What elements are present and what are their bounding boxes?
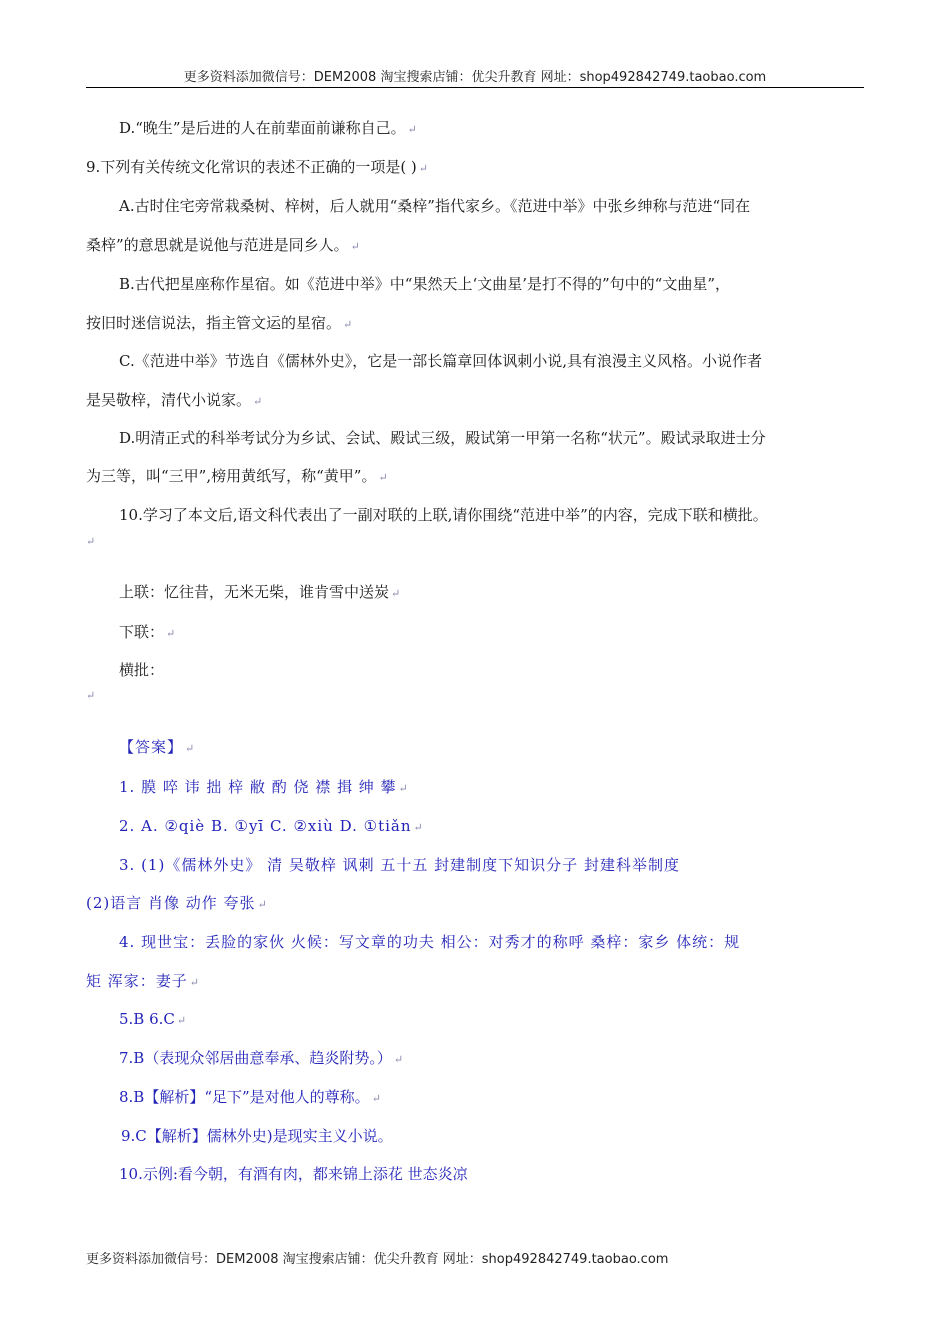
couplet-lower-label: 下联： <box>119 623 165 641</box>
paragraph-mark-icon: ↵ <box>378 471 388 484</box>
answer-2-text: 2. A. ②qiè B. ①yī C. ②xiù D. ①tiǎn <box>119 817 412 835</box>
paragraph-mark-icon: ↵ <box>371 1092 381 1105</box>
q9-stem-text: 9.下列有关传统文化常识的表述不正确的一项是( ) <box>86 158 417 176</box>
paragraph-mark-icon: ↵ <box>350 240 360 253</box>
answer-5-6-text: 5.B 6.C <box>119 1010 175 1028</box>
q9-option-b-line2 <box>86 313 352 335</box>
answer-7 <box>119 1048 403 1070</box>
paragraph-mark-glyph: ↵ <box>86 689 96 702</box>
paragraph-mark-icon: ↵ <box>185 742 196 755</box>
paragraph-mark-icon: ↵ <box>393 1053 404 1066</box>
answer-5-6 <box>119 1009 186 1031</box>
header-divider <box>86 87 864 88</box>
answer-2 <box>119 816 424 838</box>
paragraph-mark-icon: ↵ <box>176 1014 187 1027</box>
answer-8-text: 8.B【解析】“足下”是对他人的尊称。 <box>119 1088 370 1106</box>
page-header: 更多资料添加微信号：DEM2008 淘宝搜索店铺：优尖升教育 网址：shop492842749.taobao.com <box>183 70 767 85</box>
q9-option-a-line2 <box>86 235 360 257</box>
couplet-lower <box>119 622 175 644</box>
q9-option-d-line2 <box>86 466 388 488</box>
answer-1-text: 1. 膜 啐 讳 拙 梓 敝 酌 侥 襟 揖 绅 攀 <box>119 778 397 796</box>
q9-option-c-line2 <box>86 390 262 412</box>
paragraph-mark-icon: ↵ <box>398 782 409 795</box>
paragraph-mark-icon: ↵ <box>189 976 200 989</box>
q9-option-d-line2-text: 为三等，叫“三甲”,榜用黄纸写，称“黄甲”。 <box>86 467 377 485</box>
paragraph-mark-icon: ↵ <box>166 627 176 640</box>
couplet-upper <box>119 582 400 604</box>
answer-4-line2 <box>86 971 200 993</box>
q9-option-a-line1: A.古时住宅旁常栽桑树、梓树，后人就用“桑梓”指代家乡。《范进中举》中张乡绅称与范进“同在 <box>119 197 751 215</box>
q10-stem: 10.学习了本文后,语文科代表出了一副对联的上联,请你围绕“范进中举”的内容，完成下联和横批。 <box>119 506 768 524</box>
couplet-upper-text: 上联：忆往昔，无米无柴，谁肯雪中送炭 <box>119 583 390 601</box>
paragraph-mark-icon: ↵ <box>343 318 353 331</box>
q9-option-d-line1: D.明清正式的科举考试分为乡试、会试、殿试三级，殿试第一甲第一名称“状元”。殿试录取进士分 <box>119 429 766 447</box>
paragraph-mark-glyph: ↵ <box>86 535 96 548</box>
answer-1 <box>119 777 409 799</box>
q9-option-c-line2-text: 是吴敬梓，清代小说家。 <box>86 391 252 409</box>
answer-3-line2 <box>86 893 268 915</box>
q9-option-c-line1: C.《范进中举》节选自《儒林外史》，它是一部长篇章回体讽刺小说,具有浪漫主义风格。小说作者 <box>119 352 762 370</box>
answer-4-line1: 4. 现世宝：丢脸的家伙 火候：写文章的功夫 相公：对秀才的称呼 桑梓：家乡 体统：规 <box>119 933 741 951</box>
paragraph-mark-icon: ↵ <box>253 395 263 408</box>
paragraph-mark-icon: ↵ <box>418 162 429 175</box>
q9-option-b-line1: B.古代把星座称作星宿。如《范进中举》中“果然天上‘文曲星’是打不得的”句中的“文曲星”， <box>119 275 731 293</box>
answer-7-text: 7.B（表现众邻居曲意奉承、趋炎附势。） <box>119 1049 392 1067</box>
paragraph-mark-icon: ↵ <box>391 587 401 600</box>
paragraph-mark-icon <box>86 684 95 706</box>
q8-option-d <box>119 118 417 140</box>
paragraph-mark-icon: ↵ <box>257 898 268 911</box>
answers-title-text: 【答案】 <box>119 738 184 756</box>
answer-3-line2-text: (2)语言 肖像 动作 夸张 <box>86 894 256 912</box>
answer-4-line2-text: 矩 浑家：妻子 <box>86 972 188 990</box>
answer-9: 9.C【解析】儒林外史)是现实主义小说。 <box>121 1127 393 1145</box>
paragraph-mark-icon: ↵ <box>407 123 417 136</box>
answers-title <box>119 737 195 759</box>
q9-option-b-line2-text: 按旧时迷信说法，指主管文运的星宿。 <box>86 314 342 332</box>
answer-3-line1: 3. (1)《儒林外史》 清 吴敬梓 讽刺 五十五 封建制度下知识分子 封建科举制度 <box>119 856 680 874</box>
paragraph-mark-icon: ↵ <box>413 821 424 834</box>
paragraph-mark-icon <box>86 530 95 552</box>
answer-8 <box>119 1087 381 1109</box>
q8-option-d-text: D.“晚生”是后进的人在前辈面前谦称自己。 <box>119 119 406 137</box>
q9-option-a-line2-text: 桑梓”的意思就是说他与范进是同乡人。 <box>86 236 349 254</box>
answer-10: 10.示例:看今朝，有酒有肉，都来锦上添花 世态炎凉 <box>119 1165 468 1183</box>
page-footer: 更多资料添加微信号：DEM2008 淘宝搜索店铺：优尖升教育 网址：shop492842749.taobao.com <box>86 1252 669 1267</box>
q9-stem <box>86 157 428 179</box>
couplet-banner: 横批： <box>119 661 165 679</box>
